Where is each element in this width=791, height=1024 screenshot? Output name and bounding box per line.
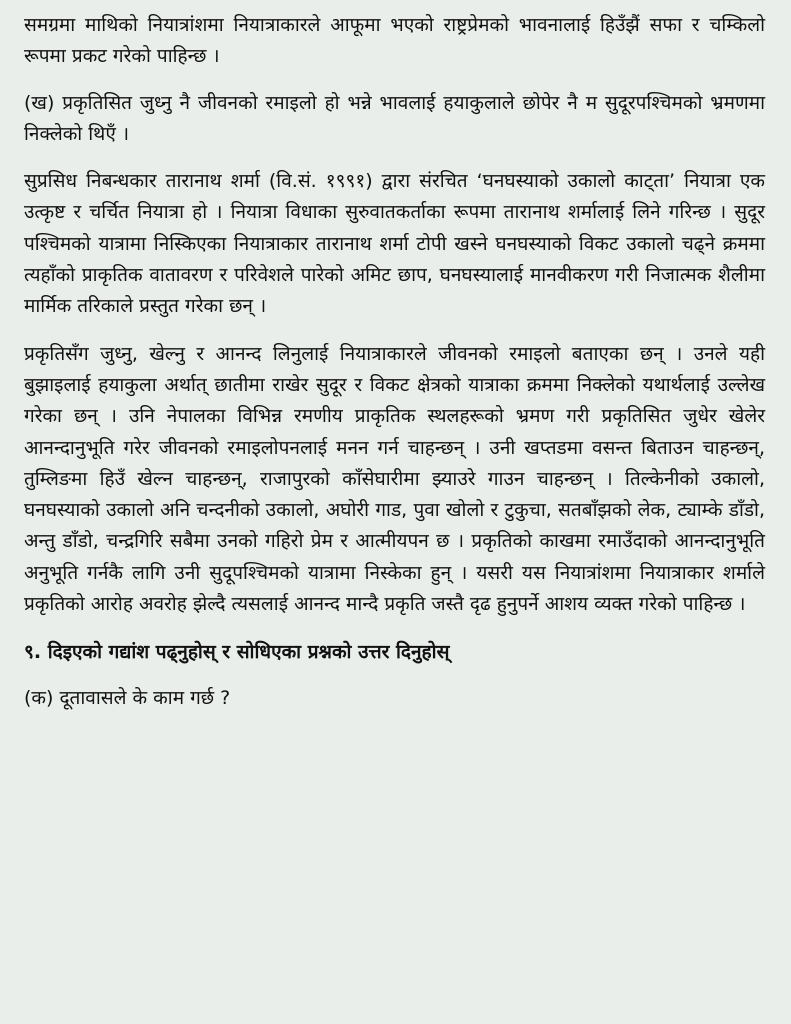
paragraph-nature-love: प्रकृतिसँग जुध्नु, खेल्नु र आनन्द लिनुलाई नियात्राकारले जीवनको रमाइलो बताएका छन् । उनले यही बुझाइलाई हयाकुला अर्थात् छातीमा राखेर सुदूर र विकट क्षेत्रको यात्राका क्रममा निक्लेको यथार्थलाई उल्लेख गरेका छन् । उनि नेपालका विभिन्न रमणीय प्राकृतिक स्थलहरूको भ्रमण गरी प्रकृतिसित जुधेर खेलेर आनन्दानुभूति गरेर जीवनको रमाइलोपनलाई मनन गर्न चाहन्छन् । उनी खप्तडमा वसन्त बिताउन चाहन्छन्, तुम्लिङमा हिउँ खेल्न चाहन्छन्, राजापुरको काँसेघारीमा झ्याउरे गाउन चाहन्छन् । तिल्केनीको उकालो, घनघस्याको उकालो अनि चन्दनीको उकालो, अघोरी गाड, पुवा खोलो र टुकुचा, सतबाँझको लेक, ट्याम्के डाँडो, अन्तु डाँडो, चन्द्रगिरि सबैमा उनको गहिरो प्रेम र आत्मीयपन छ । प्रकृतिको काखमा रमाउँदाको आनन्दानुभूति अनुभूति गर्नकै लागि उनी सुदूपश्चिमको यात्रामा निस्केका हुन् । यसरी यस नियात्रांशमा नियात्राकार शर्माले प्रकृतिको आरोह अवरोह झेल्दै त्यसलाई आनन्द मान्दै प्रकृति जस्तै दृढ हुनुपर्ने आशय व्यक्त गरेको पाहिन्छ । bbox=[24, 342, 765, 616]
paragraph-author-intro: सुप्रसिध निबन्धकार तारानाथ शर्मा (वि.सं. १९९१) द्वारा संरचित ‘घनघस्याको उकालो काट्ता’ नियात्रा एक उत्कृष्ट र चर्चित नियात्रा हो । नियात्रा विधाका सुरुवातकर्ताका रूपमा तारानाथ शर्मालाई लिने गरिन्छ । सुदूर पश्चिमको यात्रामा निस्किएका नियात्राकार तारानाथ शर्मा टोपी खस्ने घनघस्याको विकट उकालो चढ्ने क्रममा त्यहाँको प्राकृतिक वातावरण र परिवेशले पारेको अमिट छाप, घनघस्यालाई मानवीकरण गरी निजात्मक शैलीमा मार्मिक तरिकाले प्रस्तुत गरेका छन् । bbox=[24, 170, 765, 318]
question-ka: (क) दूतावासले के काम गर्छ ? bbox=[24, 687, 231, 710]
paragraph-question-kha: (ख) प्रकृतिसित जुध्नु नै जीवनको रमाइलो हो भन्ने भावलाई हयाकुलाले छोपेर नै म सुदूरपश्चिमको भ्रमणमा निक्लेको थिएँ । bbox=[24, 91, 765, 145]
question-heading: ९. दिइएको गद्यांश पढ्नुहोस् र सोधिएका प्रश्नको उत्तर दिनुहोस् bbox=[24, 641, 450, 664]
paragraph-summary: समग्रमा माथिको नियात्रांशमा नियात्राकारले आफूमा भएको राष्ट्रप्रेमको भावनालाई हिउँझैं सफा र चम्किलो रूपमा प्रकट गरेको पाहिन्छ । bbox=[24, 14, 765, 68]
